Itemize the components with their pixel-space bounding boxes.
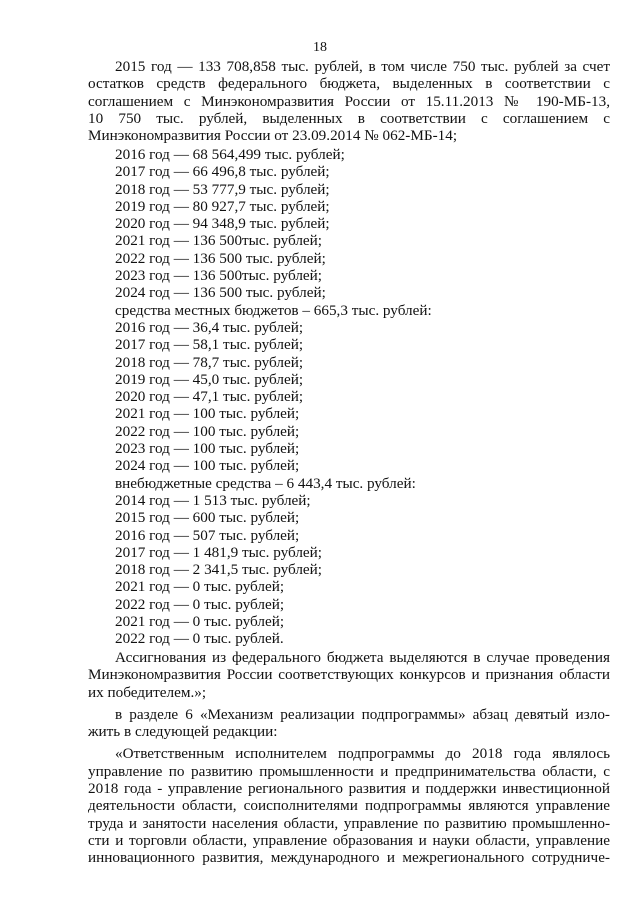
closing-paragraphs	[88, 649, 610, 867]
list-heading-local-budgets: средства местных бюджетов – 665,3 тыс. рублей:	[115, 301, 432, 319]
text-line: 2015 год — 133 708,858 тыс. рублей, в том числе 750 тыс. рублей за счет	[115, 58, 610, 75]
list-item: 2019 год — 80 927,7 тыс. рублей;	[115, 197, 330, 215]
list-item: 2023 год — 100 тыс. рублей;	[115, 440, 300, 458]
list-item: 2016 год — 36,4 тыс. рублей;	[115, 318, 304, 336]
list-item: 2016 год — 507 тыс. рублей;	[115, 526, 300, 544]
text-line: управление по развитию промышленности и предпринимательства области, с	[88, 762, 610, 780]
text-line: сти и торговли области, управление образования и науки области, управление	[88, 831, 610, 849]
text-line: Минэкономразвития России от 23.09.2014 № 062-МБ-14;	[88, 127, 458, 145]
list-item: 2022 год — 100 тыс. рублей;	[115, 422, 300, 440]
list-item: 2016 год — 68 564,499 тыс. рублей;	[115, 146, 345, 163]
list-item: 2021 год — 136 500тыс. рублей;	[115, 232, 323, 250]
list-item: 2018 год — 78,7 тыс. рублей;	[115, 353, 304, 371]
list-item: 2017 год — 66 496,8 тыс. рублей;	[115, 163, 330, 181]
text-line: их победителем.»;	[88, 683, 207, 701]
funding-2015-paragraph	[88, 58, 610, 144]
text-line: жить в следующей редакции:	[88, 723, 278, 741]
text-line: Минэкономразвития России соответствующих конкурсов и признания области	[88, 666, 610, 684]
list-item: 2017 год — 1 481,9 тыс. рублей;	[115, 543, 323, 561]
list-item: 2020 год — 47,1 тыс. рублей;	[115, 388, 304, 406]
text-line: в разделе 6 «Механизм реализации подпрограммы» абзац девятый изло-	[115, 705, 610, 723]
funding-by-year-list	[115, 146, 432, 648]
text-line: труда и занятости населения области, управление по развитию промышленно-	[88, 814, 610, 832]
text-line: 2018 года - управление регионального развития и поддержки инвестиционной	[88, 780, 610, 798]
list-item: 2023 год — 136 500тыс. рублей;	[115, 267, 323, 285]
text-line: деятельности области, соисполнителями подпрограммы являются управление	[88, 797, 610, 815]
page-number: 18	[313, 40, 327, 55]
list-heading-extrabudgetary: внебюджетные средства – 6 443,4 тыс. рублей:	[115, 474, 416, 492]
text-line: соглашением с Минэкономразвития России от 15.11.2013 № 190-МБ-13,	[88, 92, 610, 110]
text-line: инновационного развития, международного и межрегионального сотрудниче-	[88, 849, 610, 867]
text-line: остатков средств федерального бюджета, выделенных в соответствии с	[88, 75, 610, 93]
list-item: 2024 год — 100 тыс. рублей;	[115, 457, 300, 475]
list-item: 2021 год — 0 тыс. рублей;	[115, 578, 285, 596]
list-item: 2021 год — 0 тыс. рублей;	[115, 613, 285, 631]
list-item: 2021 год — 100 тыс. рублей;	[115, 405, 300, 423]
text-line: Ассигнования из федерального бюджета выделяются в случае проведения	[115, 649, 610, 666]
list-item: 2018 год — 2 341,5 тыс. рублей;	[115, 561, 323, 579]
list-item: 2019 год — 45,0 тыс. рублей;	[115, 370, 304, 388]
list-item: 2020 год — 94 348,9 тыс. рублей;	[115, 215, 330, 233]
list-item: 2022 год — 136 500 тыс. рублей;	[115, 249, 326, 267]
list-item: 2014 год — 1 513 тыс. рублей;	[115, 491, 311, 509]
list-item: 2022 год — 0 тыс. рублей;	[115, 595, 285, 613]
list-item: 2018 год — 53 777,9 тыс. рублей;	[115, 180, 330, 198]
list-item: 2024 год — 136 500 тыс. рублей;	[115, 284, 326, 302]
list-item: 2022 год — 0 тыс. рублей.	[115, 630, 284, 648]
list-item: 2015 год — 600 тыс. рублей;	[115, 509, 300, 527]
text-line: 10 750 тыс. рублей, выделенных в соответствии с соглашением с	[88, 109, 610, 127]
list-item: 2017 год — 58,1 тыс. рублей;	[115, 336, 304, 354]
text-line: «Ответственным исполнителем подпрограммы до 2018 года являлось	[115, 745, 610, 763]
